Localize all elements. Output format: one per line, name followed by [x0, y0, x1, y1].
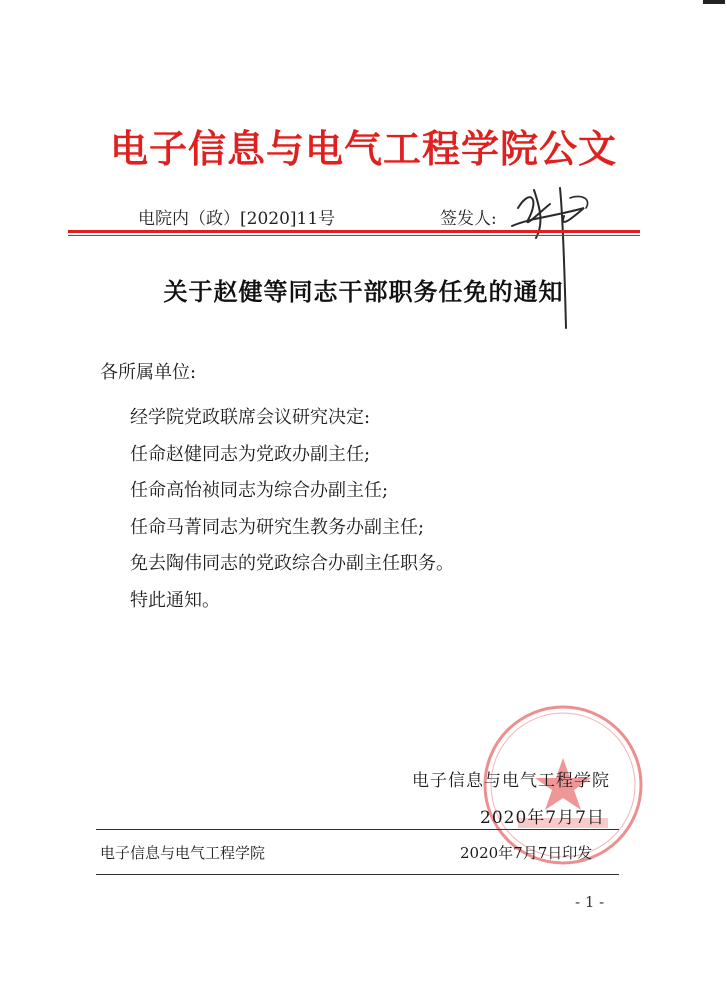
issuer-name: 电子信息与电气工程学院 — [412, 771, 610, 791]
document-title: 关于赵健等同志干部职务任免的通知 — [163, 277, 564, 306]
header-red-rule-thin — [68, 235, 640, 236]
handwritten-signature — [500, 168, 600, 338]
issue-date: 2020年7月7日 — [480, 808, 605, 828]
salutation: 各所属单位: — [100, 362, 197, 383]
document-header-title: 电子信息与电气工程学院公文 — [109, 127, 617, 171]
body-paragraph: 经学院党政联席会议研究决定: — [130, 407, 371, 428]
scan-corner-mark — [703, 0, 725, 4]
body-paragraph: 任命高怡祯同志为综合办副主任; — [130, 480, 389, 501]
body-paragraph: 任命马菁同志为研究生教务办副主任; — [130, 516, 425, 538]
header-red-rule — [68, 230, 640, 233]
document-number: 电院内（政）[2020]11号 — [138, 209, 336, 229]
footer-print-date: 2020年7月7日印发 — [460, 844, 593, 862]
footer-rule-top — [96, 829, 619, 830]
body-paragraph: 免去陶伟同志的党政综合办副主任职务。 — [130, 553, 454, 574]
footer-issuing-org: 电子信息与电气工程学院 — [100, 844, 266, 862]
page-number: - 1 - — [575, 893, 605, 911]
signer-label: 签发人: — [440, 209, 497, 229]
body-paragraph: 特此通知。 — [130, 589, 220, 611]
document-body — [130, 400, 454, 619]
footer-rule-bottom — [96, 874, 619, 875]
body-paragraph: 任命赵健同志为党政办副主任; — [130, 443, 371, 465]
